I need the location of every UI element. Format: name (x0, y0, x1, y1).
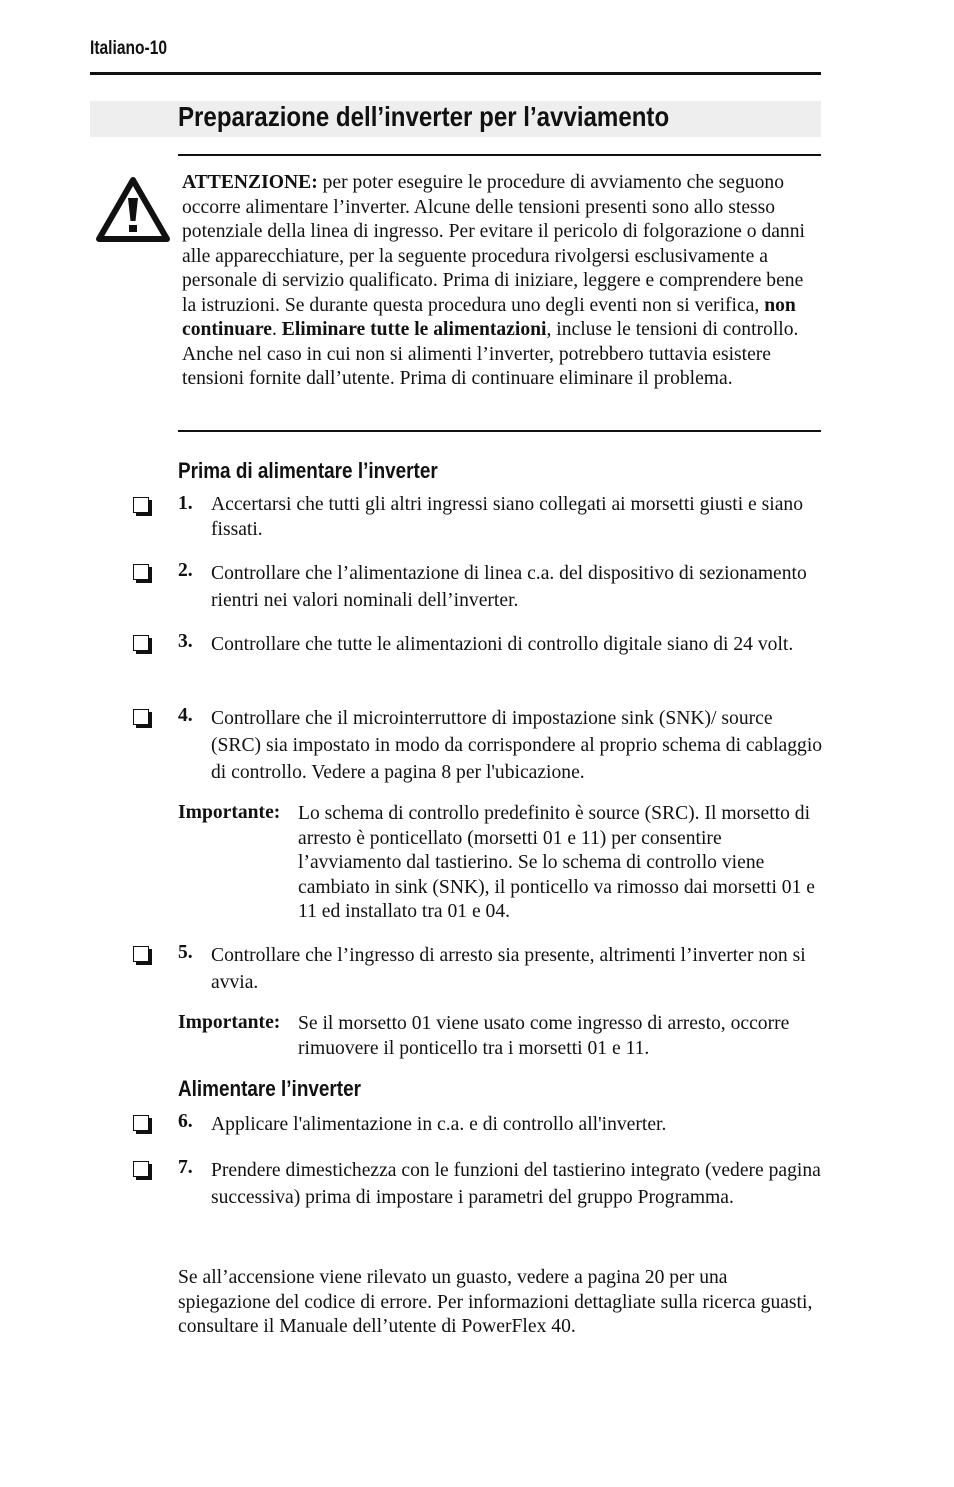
page-number-label: Italiano-10 (90, 38, 168, 59)
section-title: Preparazione dell’inverter per l’avviamento (178, 101, 670, 132)
step-4-checkbox[interactable] (133, 709, 149, 725)
step-number: 7. (178, 1157, 193, 1178)
step-5-checkbox[interactable] (133, 946, 149, 962)
attention-emphasis: Eliminare tutte le alimentazioni (281, 319, 547, 340)
attention-emphasis: non continuare (182, 294, 796, 340)
attention-text-part: per poter eseguire le procedure di avviamento che seguono occorre alimentare l’inverter. Alcune delle tensioni presenti sono allo stesso potenziale della linea di ingresso. Per evitare il pericolo di folgorazione o danni alle apparecchiature, per la seguente procedura rivolgersi esclusivamente a personale di servizio qualificato. Prima di iniziare, leggere e comprendere bene la istruzioni. Se durante questa procedura uno degli eventi non si verifica, (182, 172, 805, 316)
step-text: Controllare che tutte le alimentazioni di controllo digitale siano di 24 volt. (211, 634, 794, 655)
step-text: Accertarsi che tutti gli altri ingressi siano collegati ai morsetti giusti e siano fissati. (211, 494, 804, 540)
subheading-power-on: Alimentare l’inverter (178, 1076, 361, 1101)
attention-text-part: . (272, 319, 282, 340)
step-1-checkbox[interactable] (133, 497, 149, 513)
step-6-checkbox[interactable] (133, 1115, 149, 1131)
attention-label: ATTENZIONE: (182, 172, 318, 193)
step-2-checkbox[interactable] (133, 564, 149, 580)
step-number: 5. (178, 942, 193, 963)
attention-text-part: , incluse le tensioni di controllo. Anche nel caso in cui non si alimenti l’inverter, potrebbero tuttavia esistere tensioni fornite dall’utente. Prima di continuare eliminare il problema. (182, 319, 799, 389)
step-text: Controllare che il microinterruttore di impostazione sink (SNK)/ source (SRC) sia impostato in modo da corrispondere al proprio schema di cablaggio di controllo. Vedere a pagina 8 per l'ubicazione. (211, 708, 823, 783)
step-text: Applicare l'alimentazione in c.a. e di controllo all'inverter. (211, 1114, 667, 1135)
step-number: 4. (178, 705, 193, 726)
subheading-before-power: Prima di alimentare l’inverter (178, 458, 438, 483)
important-note: Se il morsetto 01 viene usato come ingresso di arresto, occorre rimuovere il ponticello tra i morsetti 01 e 11. (298, 1013, 790, 1059)
step-text: Prendere dimestichezza con le funzioni del tastierino integrato (vedere pagina successiva) prima di impostare i parametri del gruppo Programma. (211, 1160, 821, 1208)
header-divider (90, 72, 821, 75)
important-label: Importante: (178, 1012, 281, 1033)
important-note: Lo schema di controllo predefinito è source (SRC). Il morsetto di arresto è ponticellato (morsetti 01 e 11) per consentire l’avviamento dal tastierino. Se lo schema di controllo viene cambiato in sink (SNK), il ponticello va rimosso dai morsetti 01 e 11 ed installato tra 01 e 04. (298, 803, 815, 922)
step-7-checkbox[interactable] (133, 1161, 149, 1177)
attention-top-rule (178, 154, 821, 156)
attention-paragraph (182, 171, 822, 392)
step-number: 3. (178, 631, 193, 652)
important-label: Importante: (178, 802, 281, 823)
closing-paragraph: Se all’accensione viene rilevato un guasto, vedere a pagina 20 per una spiegazione del codice di errore. Per informazioni dettagliate sulla ricerca guasti, consultare il Manuale dell’utente di PowerFlex 40. (178, 1267, 813, 1337)
step-number: 1. (178, 493, 193, 514)
step-number: 6. (178, 1111, 193, 1132)
step-text: Controllare che l’alimentazione di linea c.a. del dispositivo di sezionamento rientri nei valori nominali dell’inverter. (211, 563, 807, 611)
step-3-checkbox[interactable] (133, 635, 149, 651)
warning-triangle-icon (96, 176, 170, 244)
step-number: 2. (178, 560, 193, 581)
step-text: Controllare che l’ingresso di arresto sia presente, altrimenti l’inverter non si avvia. (211, 945, 806, 993)
attention-bottom-rule (178, 430, 821, 432)
